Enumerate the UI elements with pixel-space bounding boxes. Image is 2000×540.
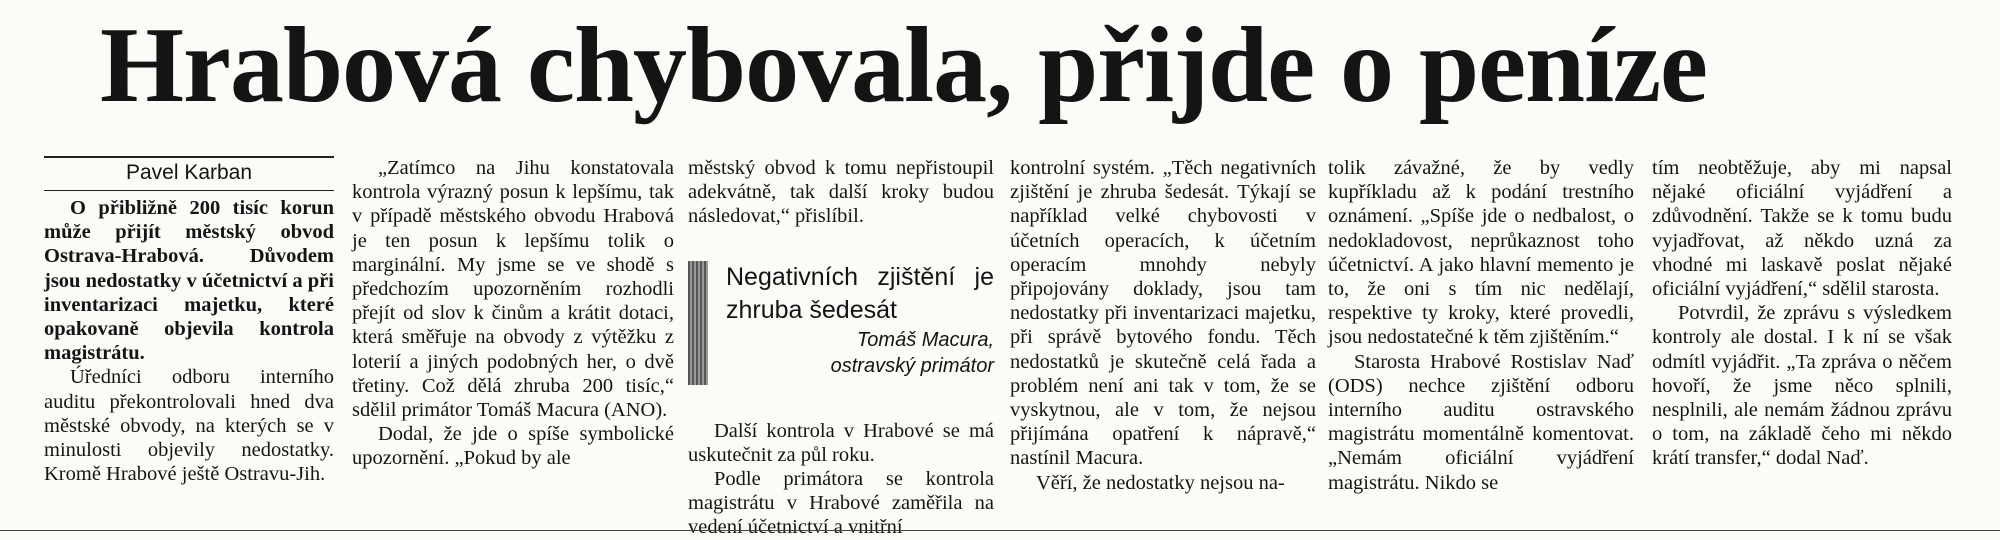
paragraph-2: „Zatímco na Jihu konstatovala kontrola výrazný posun k lepšímu, tak v případě městského obvodu Hrabová je ten posun k lepšímu tolik o marginální. My jsme se ve shodě s předchozím upozorněním rozhodli přejít od slov k činům a krátit dotaci, která směřuje na obvody z výtěžku z loterií a jiných podobných her, o dvě třetiny. Což dělá zhruba 200 tisíc,“ sdělil primátor Tomáš Macura (ANO). (352, 157, 674, 422)
paragraph-5-end: kontrolní systém. „Těch negativních zjištění je zhruba šedesát. Týkají se například velké chybovosti v účetních operacích, k účetním operacím mnohdy nebyly připojovány doklady, jsou tam nedostatky při inventarizaci majetku, při správě bytového fondu. Těch nedostatků je skutečně celá řada a problém není ani tak v tom, že se vyskytnou, ale v tom, že nejsou přijímána opatření k nápravě,“ nastínil Macura. (1010, 157, 1316, 470)
paragraph-6-start: Věří, že nedostatky nejsou na- (1036, 471, 1285, 494)
column-6 (1652, 156, 1952, 506)
author-byline: Pavel Karban (125, 161, 253, 184)
pull-quote-text: Negativních zjištění je zhruba šedesát (726, 262, 994, 324)
pull-quote-attribution-name: Tomáš Macura, (856, 328, 994, 351)
bottom-rule (0, 530, 2000, 531)
pull-quote-bar (688, 261, 708, 385)
paragraph-3-start: Dodal, že jde o spíše symbolické upozornění. „Pokud by ale (352, 423, 674, 470)
lead-paragraph: O přibližně 200 tisíc korun může přijít městský obvod Ostrava-Hrabová. Důvodem jsou nedostatky v účetnictví a při inventarizaci majetku, které opakovaně objevila kontrola magistrátu. (44, 197, 334, 365)
column-2 (352, 156, 674, 506)
pull-quote-attribution-role: ostravský primátor (830, 354, 994, 377)
pull-quote (688, 261, 994, 389)
paragraph-4: Další kontrola v Hrabové se má uskutečnit za půl roku. (688, 419, 994, 466)
paragraph-3-end: městský obvod k tomu nepřistoupil adekvátně, tak další kroky budou následovat,“ přislíbil. (688, 157, 994, 228)
column-3 (688, 156, 994, 539)
byline-bottom-rule (44, 190, 334, 191)
paragraph-8: Potvrdil, že zprávu s výsledkem kontroly ale dostal. I k ní se však odmítl vyjádřit. „Ta zpráva o něčem hovoří, že jsme něco splnili, nesplnili, ale nemám žádnou zprávu o tom, na základě čeho mi někdo krátí transfer,“ dodal Naď. (1652, 302, 1952, 470)
paragraph-1: Úředníci odboru interního auditu překontrolovali hned dva městské obvody, na kterých se v minulosti objevily nedostatky. Kromě Hrabové ještě Ostravu-Jih. (44, 366, 334, 486)
paragraph-5-start: Podle primátora se kontrola magistrátu v Hrabové zaměřila na vedení účetnictví a vnitřní (688, 468, 994, 539)
column-5 (1328, 156, 1634, 506)
headline: Hrabová chybovala, přijde o peníze (100, 6, 1707, 125)
byline-box (44, 156, 334, 191)
paragraph-6-end: tolik závažné, že by vedly kupříkladu až k podání trestního oznámení. „Spíše jde o nedbalost, o nedokladovost, neprůkaznost toho účetnictví. A jako hlavní memento je to, že oni s tím nic nedělají, respektive ty kroky, které provedli, jsou nedostatečné k těm zjištěním.“ (1328, 157, 1634, 349)
column-1 (44, 196, 334, 506)
column-4 (1010, 156, 1316, 506)
paragraph-7-start: Starosta Hrabové Rostislav Naď (ODS) nechce zjištění odboru interního auditu ostravského magistrátu momentálně komentovat. „Nemám oficiální vyjádření magistrátu. Nikdo se (1328, 350, 1634, 494)
paragraph-7-end: tím neobtěžuje, aby mi napsal nějaké oficiální vyjádření a zdůvodnění. Takže se k tomu budu vyjadřovat, až někdo uzná za vhodné mi laskavě poslat nějaké oficiální vyjádření,“ sdělil starosta. (1652, 157, 1952, 301)
